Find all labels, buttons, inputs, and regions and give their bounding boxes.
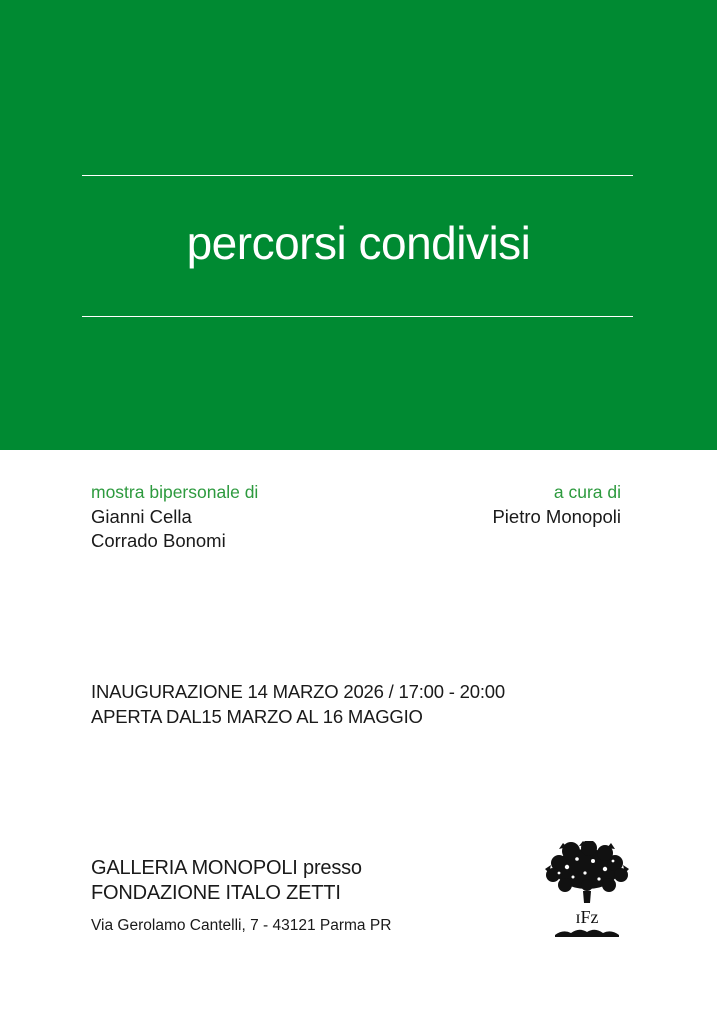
top-divider [82,175,633,176]
venue-address: Via Gerolamo Cantelli, 7 - 43121 Parma PR [91,917,392,934]
curator-label: a cura di [553,482,621,502]
opening-info: INAUGURAZIONE 14 MARZO 2026 / 17:00 - 20:00 [91,681,505,702]
exhibition-type-label: mostra bipersonale di [91,482,259,502]
bottom-divider [82,316,633,317]
exhibition-title: percorsi condivisi [186,217,531,269]
svg-text:ɪFz: ɪFz [575,907,599,927]
tree-logo-icon [543,841,631,941]
exhibition-dates: APERTA DAL15 MARZO AL 16 MAGGIO [91,706,423,727]
venue-name: GALLERIA MONOPOLI presso [91,857,362,879]
artist-name: Gianni Cella [91,506,192,527]
curator-name: Pietro Monopoli [492,506,621,527]
artist-name: Corrado Bonomi [91,530,226,551]
venue-foundation: FONDAZIONE ITALO ZETTI [91,882,341,904]
title-banner [0,0,717,450]
